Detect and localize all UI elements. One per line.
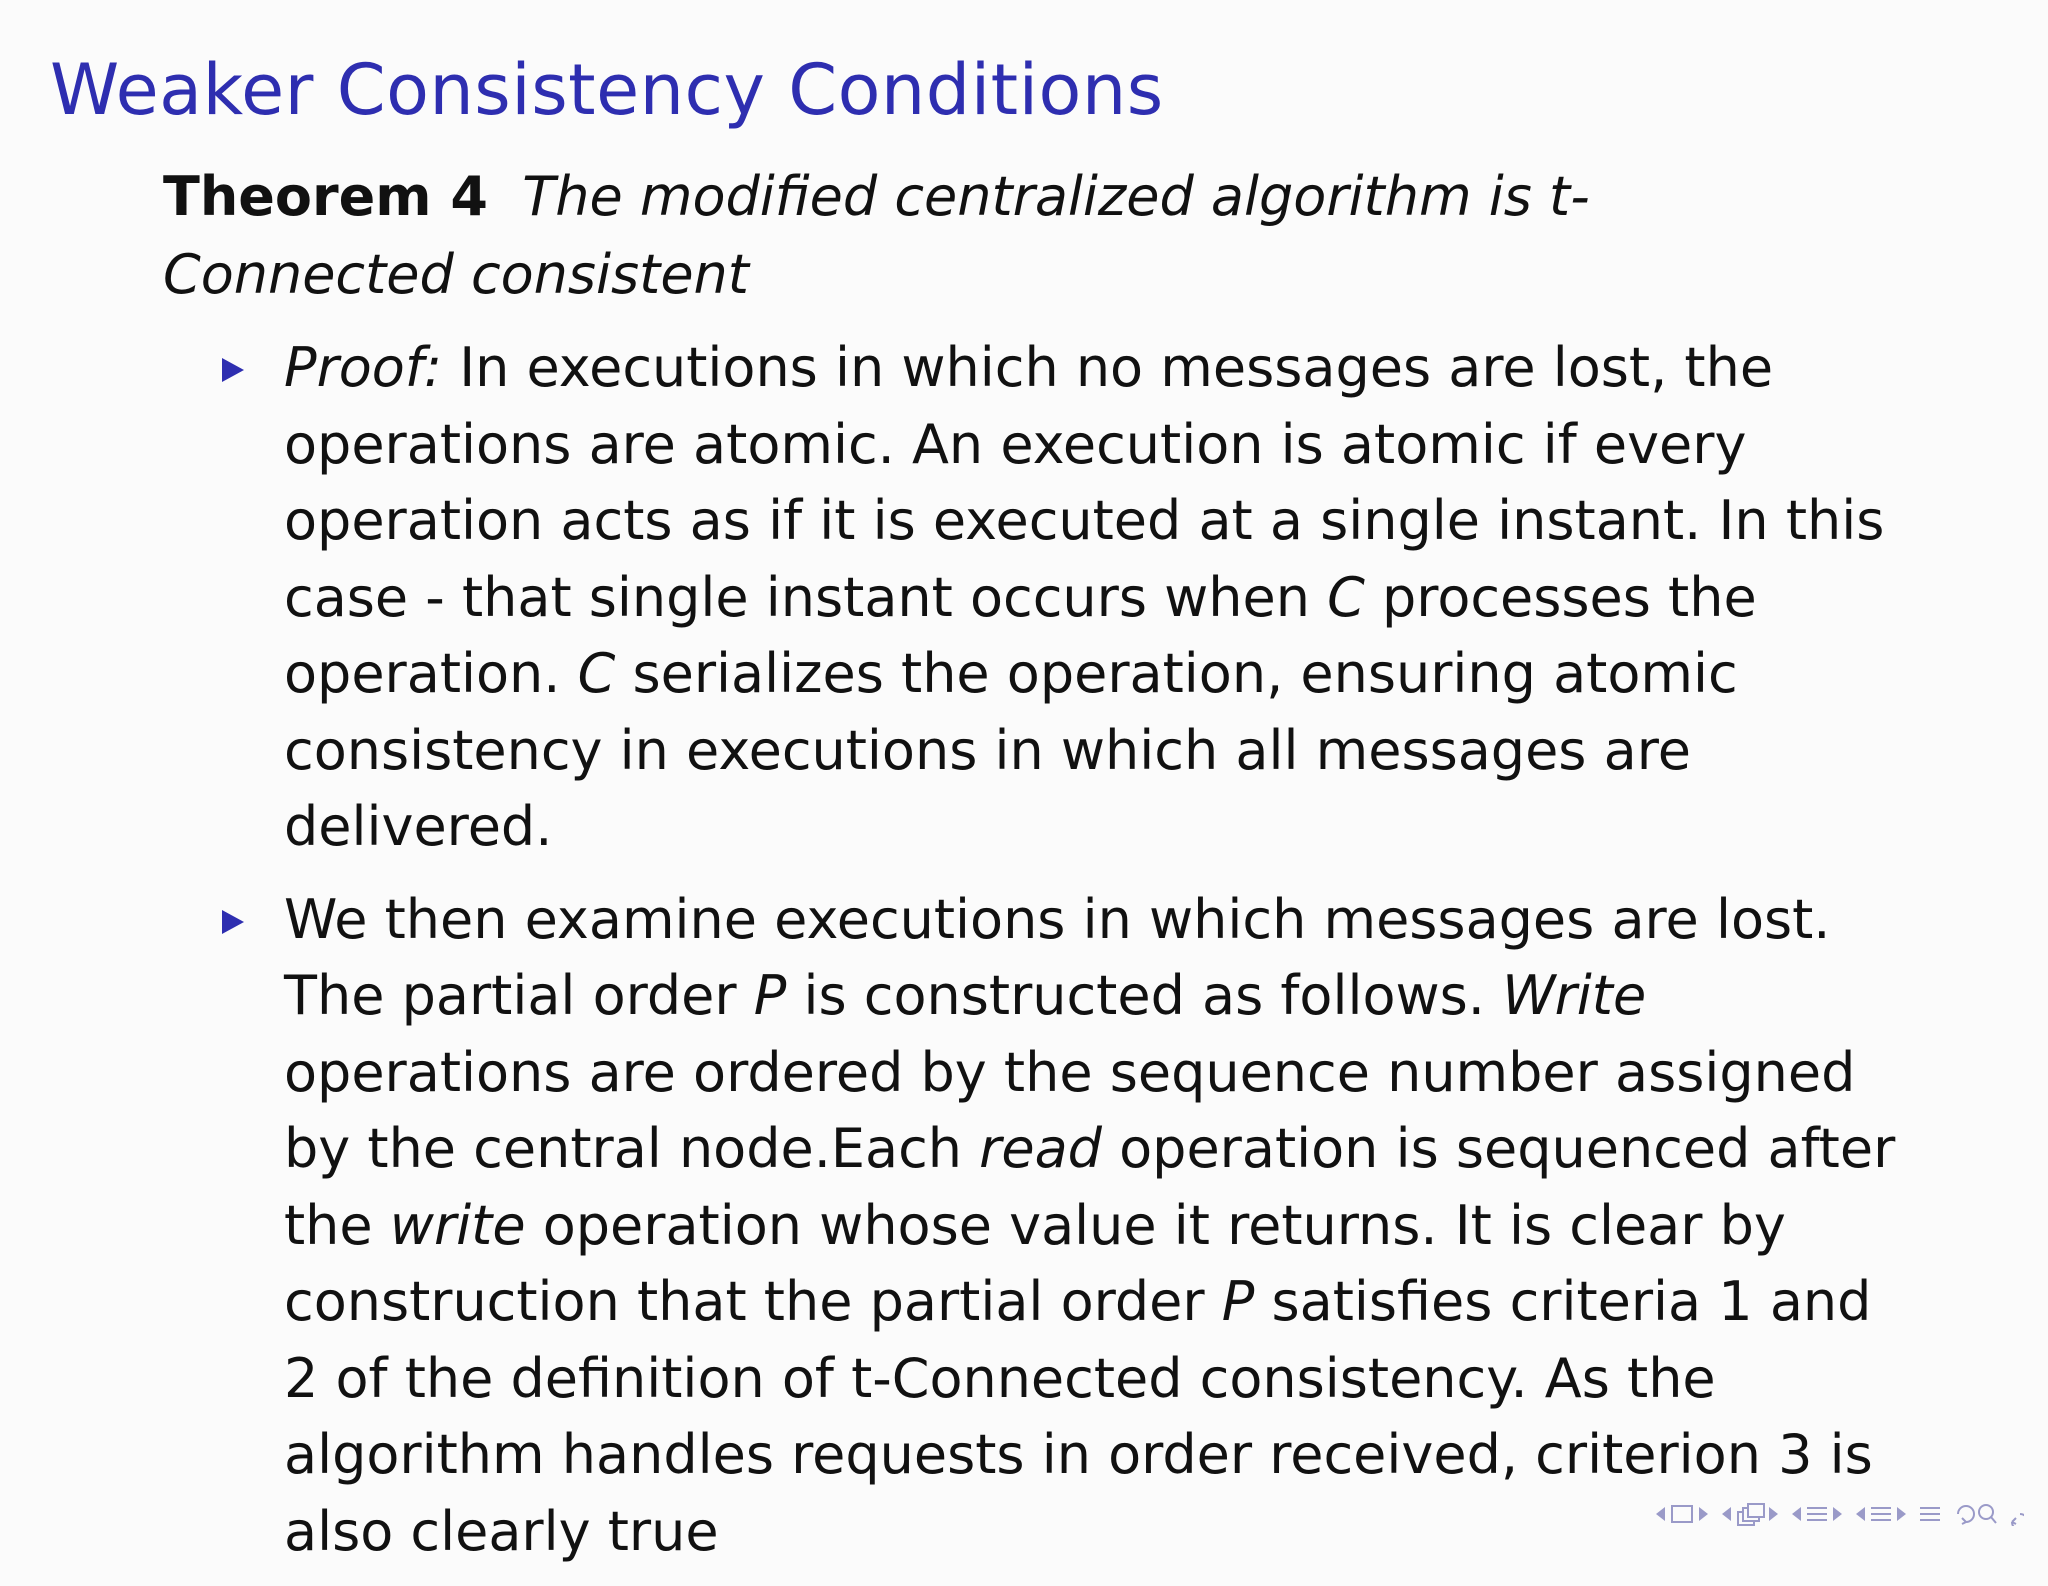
theorem-block — [163, 158, 1863, 314]
subsection-nav-icon[interactable] — [1792, 1507, 1842, 1521]
beamer-navigation-bar — [1656, 1502, 2024, 1526]
bullet-text: operation is sequenced after the — [284, 1117, 1896, 1257]
bullet-lost-messages — [220, 882, 1900, 1571]
bullet-text: processes the operation. — [284, 565, 1757, 705]
bullet-list — [220, 330, 1900, 1586]
emphasis-write: Write — [1502, 964, 1647, 1027]
bullet-text: is constructed as follows. — [786, 964, 1503, 1027]
frame-title: Weaker Consistency Conditions — [50, 49, 1164, 131]
theorem-statement: The modified centralized algorithm is t-Connected consistent — [163, 165, 1590, 306]
bullet-text: satisfies criteria 1 and 2 of the definition of t-Connected consistency. As the algorithm handles requests in order received, criterion 3 is also clearly true — [284, 1270, 1873, 1563]
variable-c: C — [577, 642, 616, 705]
emphasis-read: read — [979, 1117, 1102, 1180]
slide-nav-icon[interactable] — [1722, 1503, 1778, 1525]
frame-nav-icon[interactable] — [1656, 1505, 1708, 1523]
emphasis-write: write — [389, 1193, 526, 1257]
variable-c: C — [1327, 565, 1365, 629]
bullet-text: In executions in which no messages are lost, the operations are atomic. An execution is atomic if every operation acts as if it is executed at a single instant. In this case - that single instant occurs when — [284, 336, 1885, 629]
bullet-triangle-icon — [222, 910, 244, 934]
section-nav-icon[interactable] — [1856, 1507, 1906, 1521]
bullet-text: serializes the operation, ensuring atomic consistency in executions in which all messages are delivered. — [284, 642, 1738, 858]
bullet-text: We then examine executions in which messages are lost. The partial order — [284, 887, 1831, 1027]
bullet-proof — [220, 330, 1900, 866]
align-icon[interactable] — [1920, 1507, 1940, 1521]
variable-p: P — [1221, 1270, 1255, 1333]
bullet-triangle-icon — [222, 358, 244, 382]
bullet-text: operation whose value it returns. It is clear by construction that the partial order — [284, 1193, 1786, 1333]
proof-label: Proof: — [284, 336, 443, 399]
bullet-text: operations are ordered by the sequence number assigned by the central node.Each — [284, 1040, 1856, 1180]
search-icon[interactable] — [1954, 1502, 2024, 1526]
variable-p: P — [753, 964, 787, 1027]
theorem-label: Theorem 4 — [163, 165, 488, 228]
